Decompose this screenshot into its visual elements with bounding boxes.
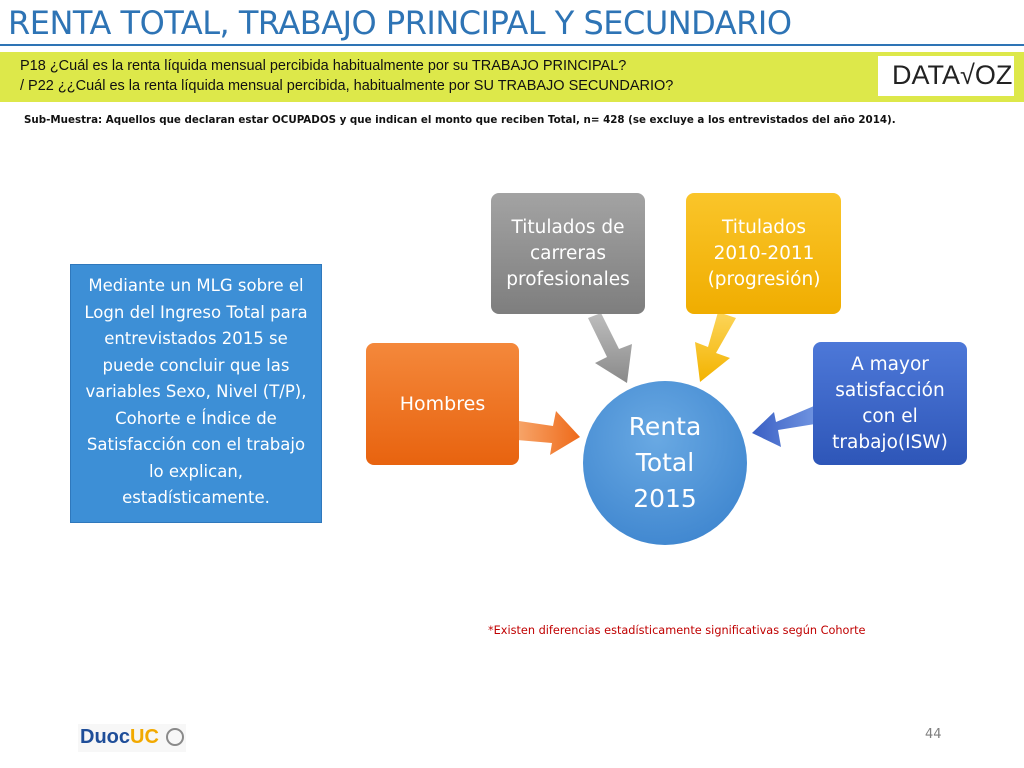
arrow-satisfaccion	[752, 406, 815, 447]
duocuc-logo	[80, 726, 184, 749]
explanation-box: Mediante un MLG sobre el Logn del Ingreso Total para entrevistados 2015 se puede concluir que las variables Sexo, Nivel (T/P), Cohorte e Índice de Satisfacción con el trabajo lo explican, estadísticamente.	[70, 264, 322, 523]
submuestra-note: Sub-Muestra: Aquellos que declaran estar OCUPADOS y que indican el monto que reciben Total, n= 428 (se excluye a los entrevistados del año 2014).	[24, 114, 896, 126]
node-satisfaccion-label: A mayor satisfacción con el trabajo(ISW)	[832, 353, 948, 453]
uc-seal-icon	[166, 728, 184, 746]
footnote: *Existen diferencias estadísticamente significativas según Cohorte	[488, 624, 866, 637]
node-titulados-2010-label: Titulados 2010-2011 (progresión)	[707, 216, 821, 290]
duocuc-logo-uc: UC	[130, 726, 159, 748]
arrow-hombres	[517, 411, 580, 455]
arrow-titulados-2010	[695, 312, 736, 382]
question-line-1: P18 ¿Cuál es la renta líquida mensual percibida habitualmente por su TRABAJO PRINCIPAL?	[20, 58, 627, 74]
duocuc-logo-duoc: Duoc	[80, 726, 130, 748]
center-node-label: Renta Total 2015	[628, 412, 702, 513]
datavoz-logo: DATA√OZ	[892, 60, 1013, 90]
arrow-titulados-profesionales	[588, 313, 632, 383]
node-titulados-profesionales-label: Titulados de carreras profesionales	[506, 216, 630, 290]
node-hombres-label: Hombres	[399, 393, 486, 415]
slide-title: RENTA TOTAL, TRABAJO PRINCIPAL Y SECUNDARIO	[8, 4, 792, 42]
question-line-2: / P22 ¿¿Cuál es la renta líquida mensual percibida, habitualmente por SU TRABAJO SECUNDARIO?	[20, 78, 674, 94]
page-number: 44	[925, 727, 942, 742]
